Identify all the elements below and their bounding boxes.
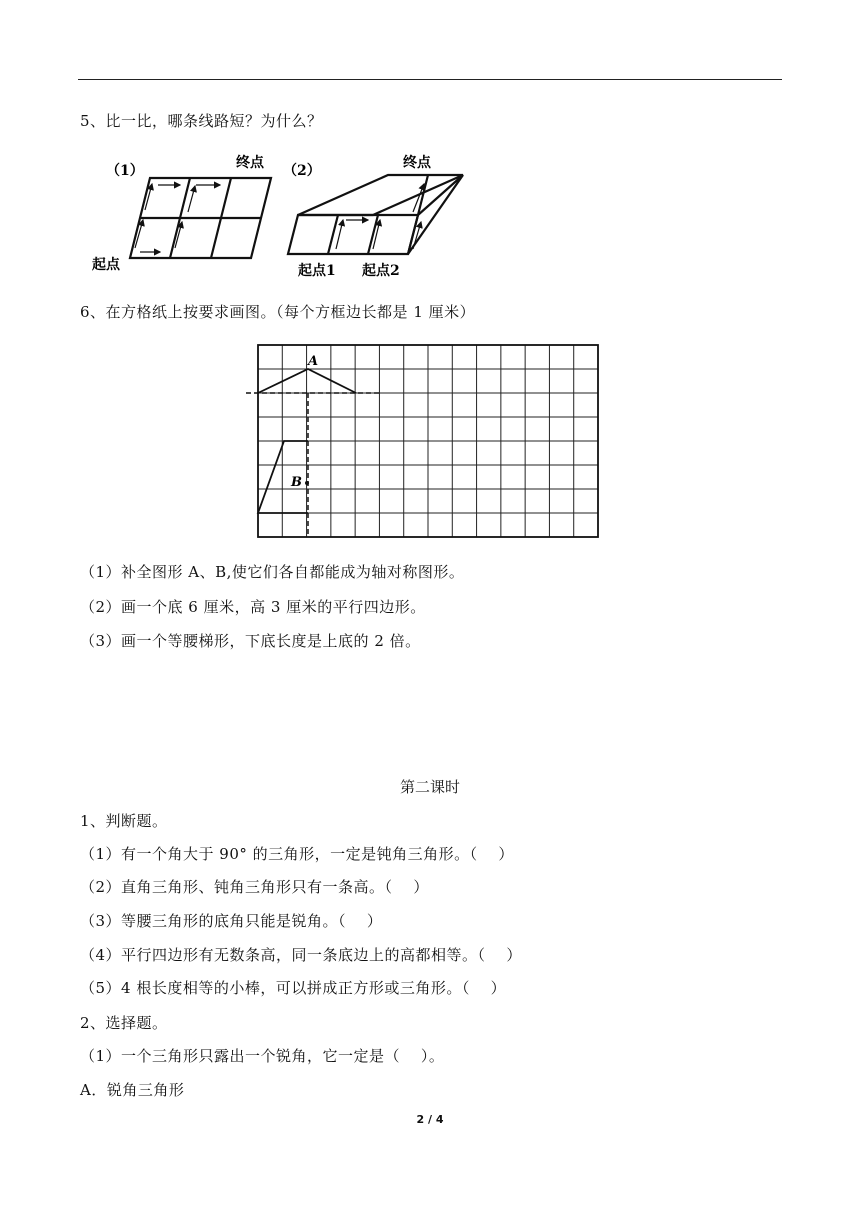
grid-lines [258,345,598,537]
question-6-text: 6、在方格纸上按要求画图。（每个方框边长都是 1 厘米） [80,303,476,321]
grid-paper-figure [246,340,602,540]
choice-option-a: A．锐角三角形 [80,1081,185,1099]
header-rule [78,79,782,80]
figure-1-label: （1） [106,163,144,179]
judgment-heading: 1、判断题。 [80,812,168,830]
page-number: 2 / 4 [416,1113,444,1126]
question-6-sub-3: （3）画一个等腰梯形，下底长度是上底的 2 倍。 [80,632,421,650]
choice-item-1: （1）一个三角形只露出一个锐角，它一定是（ ）。 [80,1047,445,1065]
figure-2-start-1-label: 起点1 [298,263,336,279]
lesson-2-title: 第二课时 [399,778,460,796]
point-b [305,481,309,485]
judgment-item-5: （5）4 根长度相等的小棒，可以拼成正方形或三角形。（ ） [80,979,507,997]
choice-heading: 2、选择题。 [80,1014,168,1032]
figure-1-end-label: 终点 [236,155,264,171]
figure-2-end-label: 终点 [403,155,431,171]
figure-1-start-label: 起点 [92,257,120,273]
question-6-sub-1: （1）补全图形 A、B,使它们各自都能成为轴对称图形。 [80,563,465,581]
judgment-item-1: （1）有一个角大于 90° 的三角形，一定是钝角三角形。（ ） [80,845,514,863]
judgment-item-2: （2）直角三角形、钝角三角形只有一条高。（ ） [80,878,429,896]
figure-1-parallelogram-grid [130,178,271,258]
route-comparison-figure [88,148,488,283]
figure-2-prism-net [288,175,463,254]
label-a: A [308,354,319,369]
label-b: B [291,475,302,490]
judgment-item-4: （4）平行四边形有无数条高，同一条底边上的高都相等。（ ） [80,946,522,964]
question-6-sub-2: （2）画一个底 6 厘米，高 3 厘米的平行四边形。 [80,598,426,616]
judgment-item-3: （3）等腰三角形的底角只能是锐角。（ ） [80,912,383,930]
question-5-text: 5、比一比，哪条线路短？为什么？ [80,112,323,130]
figure-2-label: （2） [283,163,321,179]
figure-2-start-2-label: 起点2 [362,263,400,279]
